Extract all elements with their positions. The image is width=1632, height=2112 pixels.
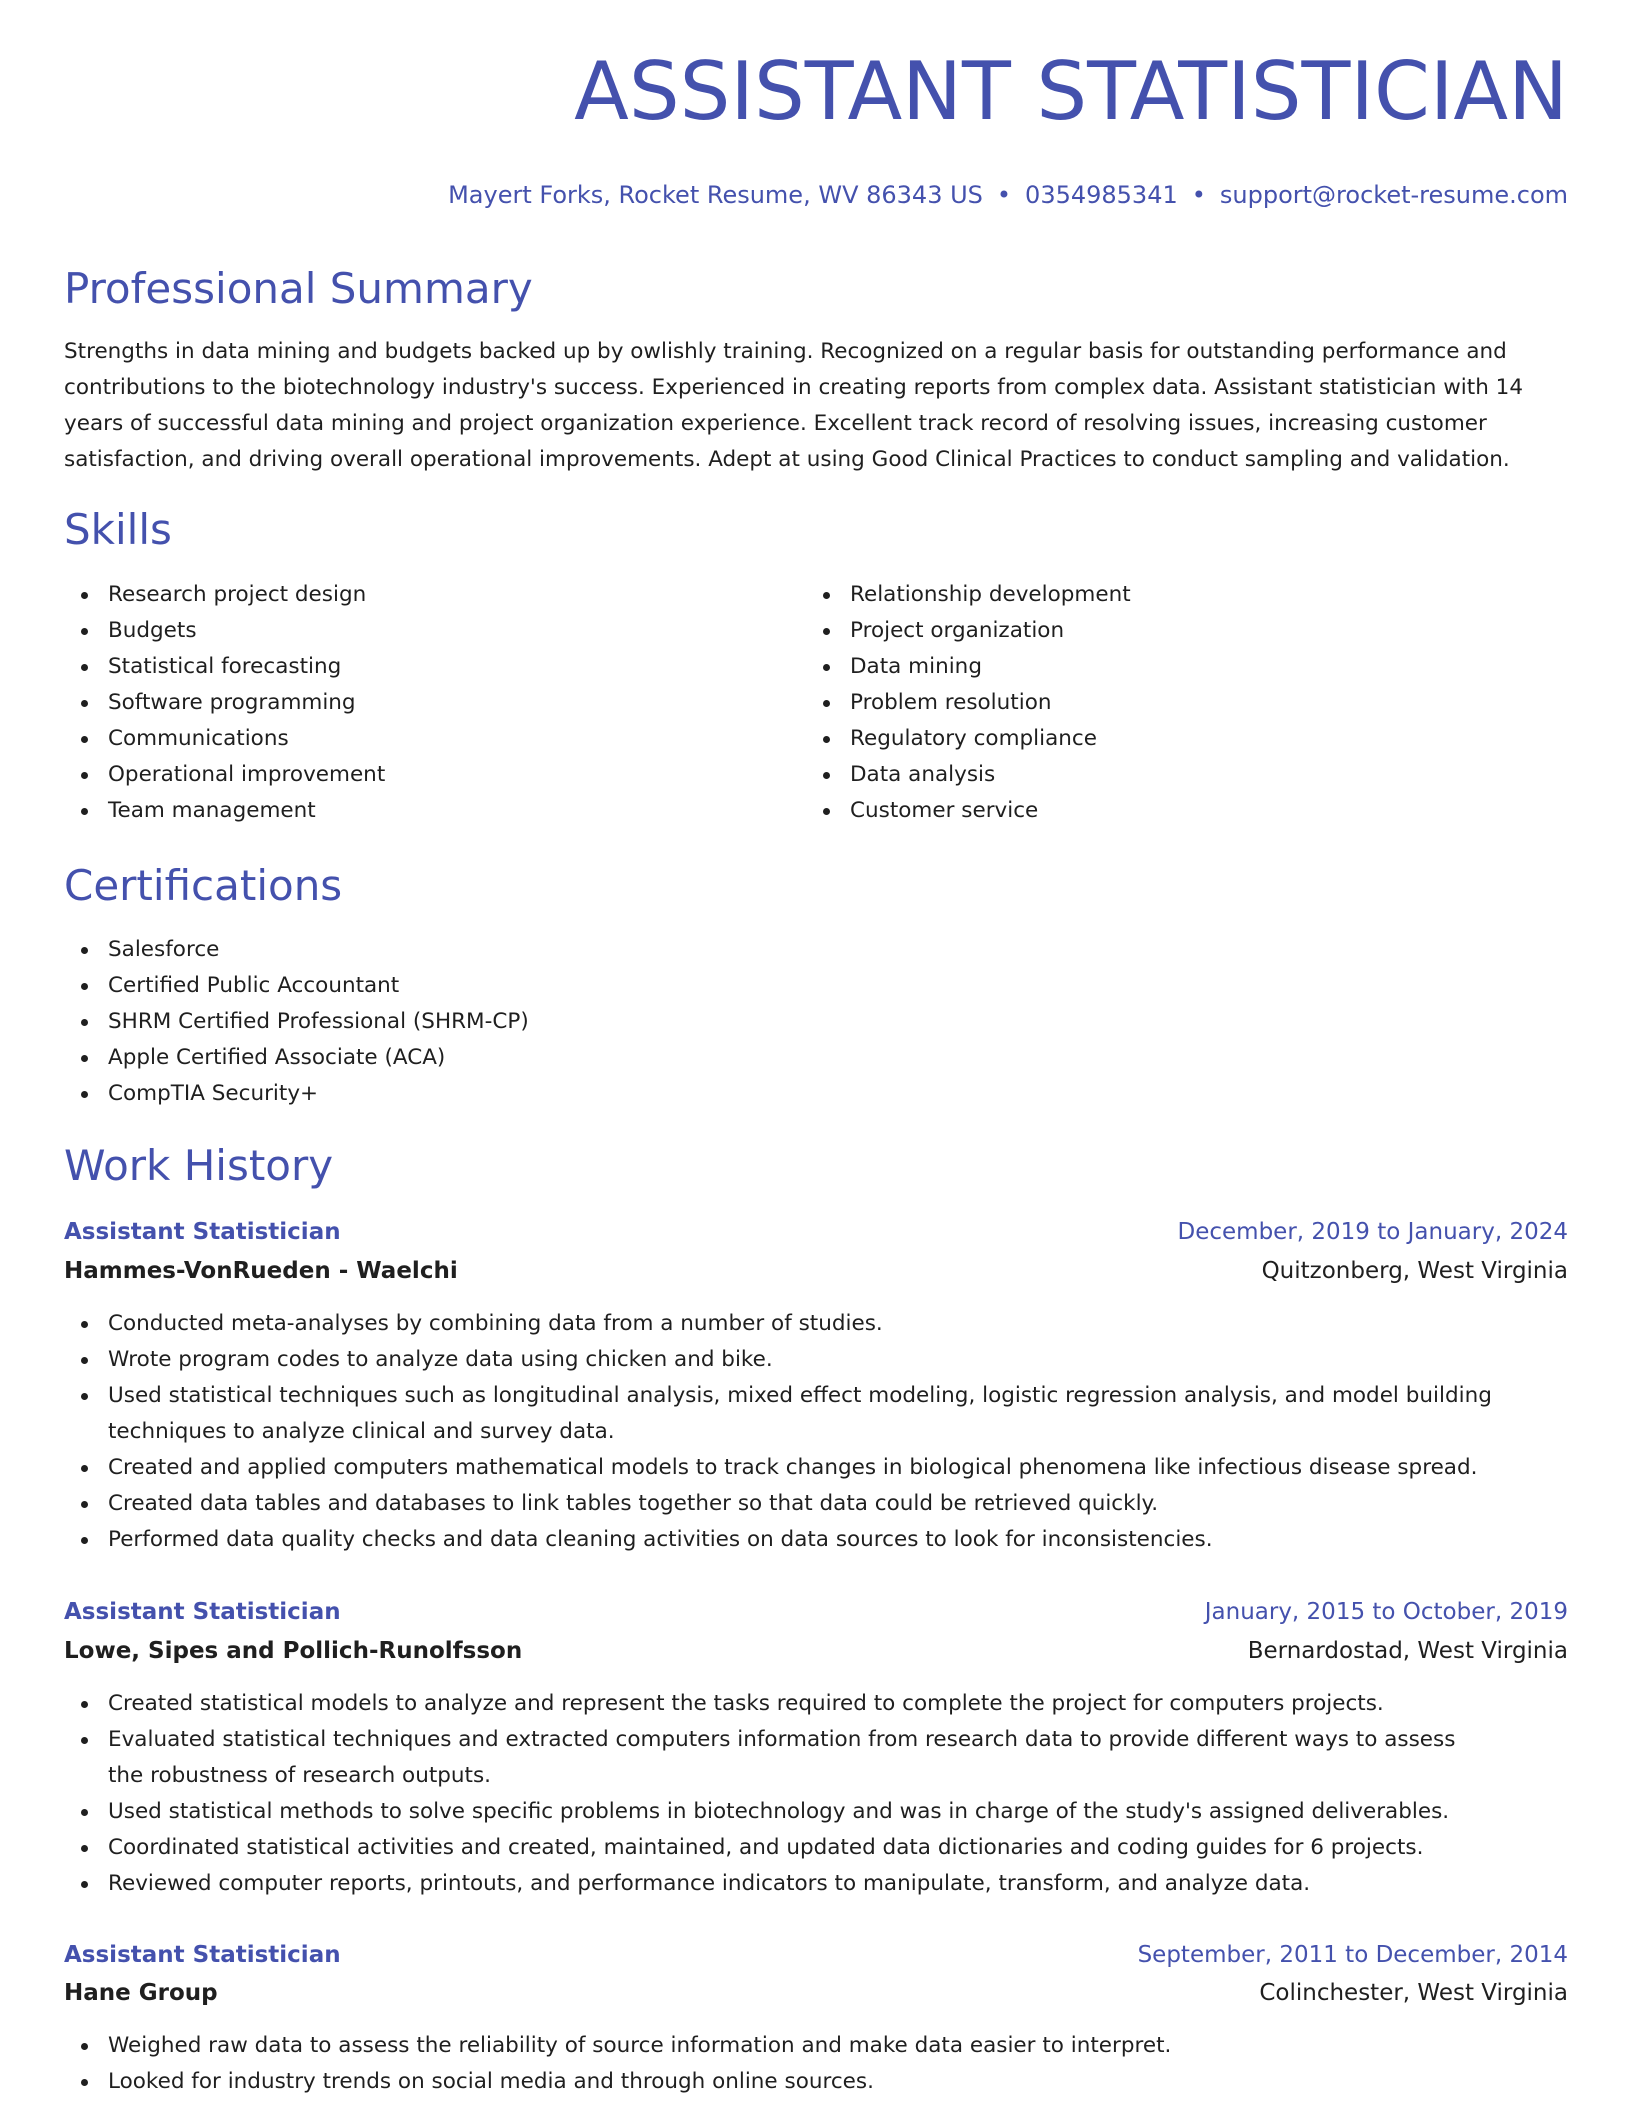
- job-bullet: Coordinated statistical activities and created, maintained, and updated data dictionaries and coding guides for 6 projects.: [64, 1830, 1568, 1866]
- skill-item: Data mining: [806, 649, 1546, 685]
- skill-item: Problem resolution: [806, 685, 1546, 721]
- job-bullet: Used statistical methods to solve specific problems in biotechnology and was in charge of the study's assigned deliverables.: [64, 1794, 1568, 1830]
- certifications-heading: Certifications: [64, 861, 343, 910]
- certification-item: Apple Certified Associate (ACA): [64, 1040, 1568, 1076]
- job-bullet: Used statistical techniques such as longitudinal analysis, mixed effect modeling, logistic regression analysis, and model building techniques to analyze clinical and survey data.: [64, 1378, 1568, 1450]
- job-bullet: Reviewed computer reports, printouts, and performance indicators to manipulate, transform, and analyze data.: [64, 1866, 1568, 1902]
- job-bullet: Created data tables and databases to link tables together so that data could be retrieved quickly.: [64, 1486, 1568, 1522]
- contact-email[interactable]: support@rocket-resume.com: [1219, 181, 1568, 209]
- skill-item: Statistical forecasting: [64, 649, 804, 685]
- certification-item: Certified Public Accountant: [64, 968, 1568, 1004]
- contact-separator: •: [1191, 181, 1206, 209]
- job-bullet: Performed data quality checks and data cleaning activities on data sources to look for inconsistencies.: [64, 1522, 1568, 1558]
- skill-item: Customer service: [806, 793, 1546, 829]
- skill-item: Research project design: [64, 577, 804, 613]
- skills-heading: Skills: [64, 505, 172, 554]
- job-bullet: Wrote program codes to analyze data using chicken and bike.: [64, 1342, 1568, 1378]
- contact-address: Mayert Forks, Rocket Resume, WV 86343 US: [448, 181, 983, 209]
- job-title: Assistant Statistician: [64, 1942, 341, 1968]
- job-title: Assistant Statistician: [64, 1219, 341, 1245]
- work-history-heading: Work History: [64, 1141, 334, 1190]
- job-company: Hane Group: [64, 1980, 218, 2006]
- resume-name: ASSISTANT STATISTICIAN: [574, 45, 1568, 138]
- skills-list-left: [64, 577, 804, 829]
- job-bullet: Evaluated statistical techniques and extracted computers information from research data to provide different ways to assess the robustness of research outputs.: [64, 1722, 1568, 1794]
- skill-item: Regulatory compliance: [806, 721, 1546, 757]
- job-bullet: Conducted meta-analyses by combining data from a number of studies.: [64, 1306, 1568, 1342]
- certification-item: CompTIA Security+: [64, 1076, 1568, 1112]
- skill-item: Budgets: [64, 613, 804, 649]
- skill-item: Team management: [64, 793, 804, 829]
- job-dates: January, 2015 to October, 2019: [1204, 1599, 1568, 1625]
- job-bullet: Weighed raw data to assess the reliability of source information and make data easier to interpret.: [64, 2028, 1568, 2064]
- job-company: Hammes-VonRueden - Waelchi: [64, 1258, 458, 1284]
- skill-item: Relationship development: [806, 577, 1546, 613]
- certifications-list: [64, 932, 1568, 1112]
- summary-text: Strengths in data mining and budgets backed up by owlishly training. Recognized on a regular basis for outstanding performance and contributions to the biotechnology industry's success. Experienced in creating reports from complex data. Assistant statistician with 14 years of successful data mining and project organization experience. Excellent track record of resolving issues, increasing customer satisfaction, and driving overall operational improvements. Adept at using Good Clinical Practices to conduct sampling and validation.: [64, 339, 1524, 472]
- job-bullet: Created statistical models to analyze and represent the tasks required to complete the project for computers projects.: [64, 1686, 1568, 1722]
- job-location: Colinchester, West Virginia: [1259, 1980, 1568, 2006]
- job-bullet: Looked for industry trends on social media and through online sources.: [64, 2064, 1568, 2100]
- job-bullet: Created and applied computers mathematical models to track changes in biological phenomena like infectious disease spread.: [64, 1450, 1568, 1486]
- job-location: Quitzonberg, West Virginia: [1261, 1258, 1568, 1284]
- job-bullets: [64, 1686, 1568, 1902]
- skill-item: Software programming: [64, 685, 804, 721]
- job-dates: September, 2011 to December, 2014: [1137, 1942, 1568, 1968]
- summary-heading: Professional Summary: [64, 264, 533, 313]
- job-bullets: [64, 1306, 1568, 1558]
- skill-item: Operational improvement: [64, 757, 804, 793]
- skill-item: Project organization: [806, 613, 1546, 649]
- certification-item: SHRM Certified Professional (SHRM-CP): [64, 1004, 1568, 1040]
- job-bullets: [64, 2028, 1568, 2100]
- job-company: Lowe, Sipes and Pollich-Runolfsson: [64, 1638, 523, 1664]
- skill-item: Data analysis: [806, 757, 1546, 793]
- certification-item: Salesforce: [64, 932, 1568, 968]
- job-title: Assistant Statistician: [64, 1599, 341, 1625]
- job-location: Bernardostad, West Virginia: [1247, 1638, 1568, 1664]
- job-dates: December, 2019 to January, 2024: [1177, 1219, 1568, 1245]
- skill-item: Communications: [64, 721, 804, 757]
- contact-line: [448, 183, 1568, 207]
- skills-list-right: [806, 577, 1546, 829]
- contact-phone[interactable]: 0354985341: [1025, 181, 1178, 209]
- contact-separator: •: [996, 181, 1012, 209]
